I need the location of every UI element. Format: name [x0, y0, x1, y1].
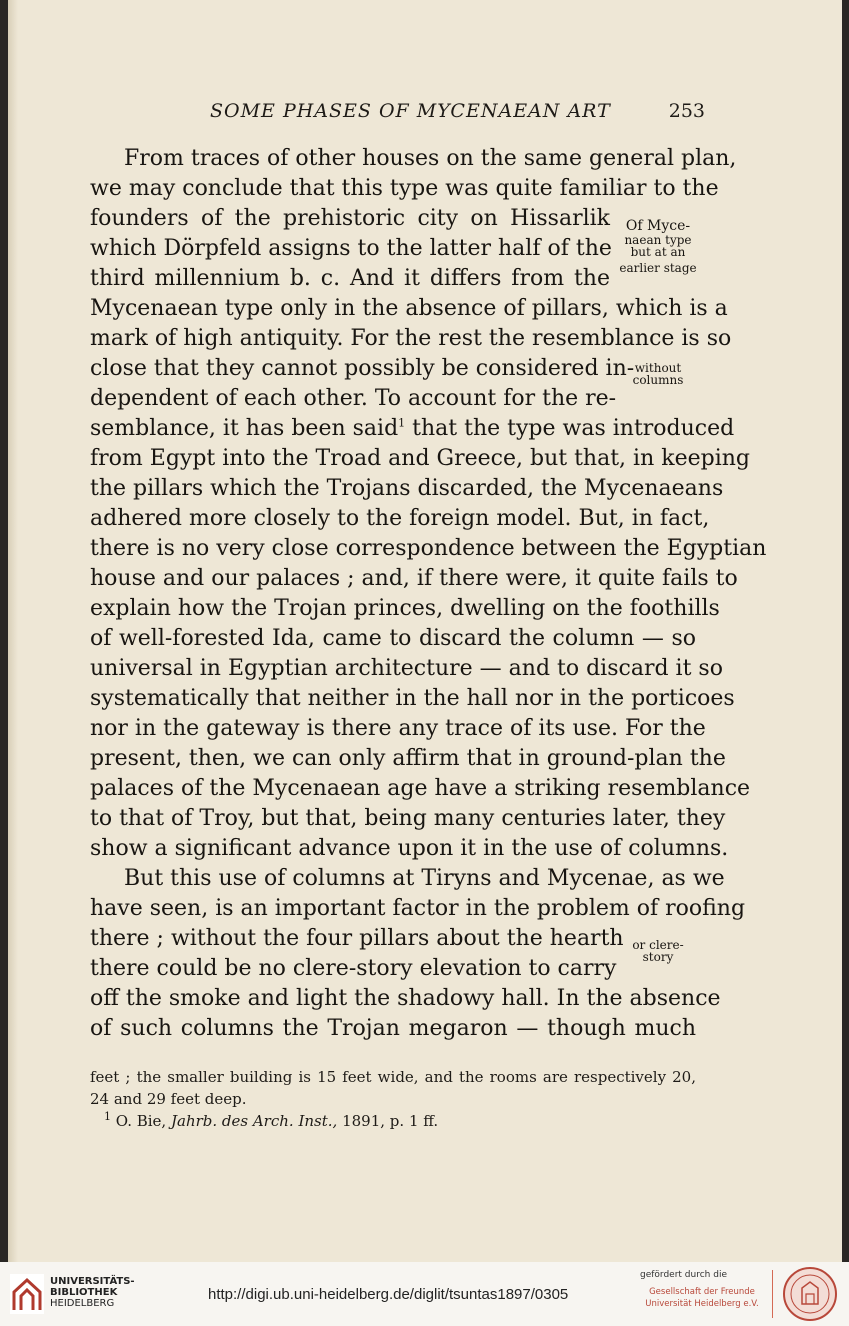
footnote-author: O. Bie, [115, 1112, 167, 1130]
text-line: Mycenaean type only in the absence of pillars, which is a [90, 296, 728, 321]
text-line: from Egypt into the Troad and Greece, but that, in keeping [90, 446, 750, 471]
text-line: there is no very close correspondence between the Egyptian [90, 536, 767, 561]
footnote-reference [104, 1110, 710, 1132]
library-name-line: HEIDELBERG [50, 1298, 115, 1309]
library-name-line: BIBLIOTHEK [50, 1287, 118, 1298]
margin-note-line: without [634, 361, 682, 375]
text-line: the pillars which the Trojans discarded, the Mycenaeans [90, 476, 724, 501]
text-line: to that of Troy, but that, being many centuries later, they [90, 806, 726, 831]
margin-note-line: columns [632, 373, 684, 387]
margin-note-line: story [642, 950, 674, 964]
page-number: 253 [668, 100, 705, 122]
margin-note [606, 362, 710, 386]
text-line: systematically that neither in the hall nor in the porticoes [90, 686, 735, 711]
text-line: close that they cannot possibly be considered in- [90, 356, 635, 381]
sponsor-name-line: Universität Heidelberg e.V. [645, 1299, 759, 1309]
footnote-citation: 1891, p. 1 ff. [342, 1112, 439, 1130]
text-line: have seen, is an important factor in the problem of roofing [90, 896, 746, 921]
text-line-part: semblance, it has been said [90, 416, 399, 441]
text-line: of well-forested Ida, came to discard the column — so [90, 626, 696, 651]
text-line: universal in Egyptian architecture — and to discard it so [90, 656, 723, 681]
text-line-part: that the type was introduced [412, 416, 735, 441]
footer-divider [772, 1270, 773, 1318]
sponsor-name-line: Gesellschaft der Freunde [649, 1287, 755, 1297]
text-line: show a significant advance upon it in the use of columns. [90, 836, 729, 861]
footnote-journal: Jahrb. des Arch. Inst., [170, 1112, 338, 1130]
book-page [8, 0, 842, 1262]
text-line: off the smoke and light the shadowy hall. In the absence [90, 986, 721, 1011]
text-line: adhered more closely to the foreign model. But, in fact, [90, 506, 710, 531]
margin-note-line: or clere- [632, 938, 684, 952]
text-line [90, 414, 735, 444]
text-line: dependent of each other. To account for the re- [90, 386, 617, 411]
text-line: palaces of the Mycenaean age have a striking resemblance [90, 776, 751, 801]
text-line: there ; without the four pillars about the hearth [90, 926, 624, 951]
margin-note [606, 218, 710, 274]
footnote-line: 24 and 29 feet deep. [90, 1090, 247, 1108]
page-header [90, 100, 705, 126]
text-line: mark of high antiquity. For the rest the resemblance is so [90, 326, 732, 351]
text-line: third millennium b. c. And it differs from the [90, 266, 610, 291]
sponsor-name[interactable] [640, 1286, 764, 1310]
text-line: we may conclude that this type was quite familiar to the [90, 176, 719, 201]
margin-note-line: naean type [624, 233, 692, 247]
margin-note-line: Of Myce- [625, 218, 691, 234]
library-logo-icon[interactable] [10, 1274, 44, 1314]
university-seal-icon [782, 1266, 838, 1322]
text-line: there could be no clere-story elevation to carry [90, 956, 617, 981]
footer-bar [0, 1262, 849, 1326]
text-line: of such columns the Trojan megaron — though much [90, 1016, 696, 1041]
library-name-line: UNIVERSITÄTS- [50, 1276, 135, 1287]
text-line: But this use of columns at Tiryns and Mycenae, as we [124, 866, 725, 891]
sponsor-label: gefördert durch die [640, 1270, 727, 1280]
permalink-url[interactable]: http://digi.ub.uni-heidelberg.de/diglit/tsuntas1897/0305 [208, 1286, 569, 1303]
text-line: founders of the prehistoric city on Hissarlik [90, 206, 610, 231]
footnote-line: feet ; the smaller building is 15 feet wide, and the rooms are respectively 20, [90, 1068, 696, 1086]
library-name [50, 1276, 135, 1309]
text-line: From traces of other houses on the same general plan, [124, 146, 737, 171]
text-line: present, then, we can only affirm that in ground-plan the [90, 746, 726, 771]
running-title: SOME PHASES OF MYCENAEAN ART [210, 100, 611, 122]
text-line: explain how the Trojan princes, dwelling on the foothills [90, 596, 720, 621]
text-line: nor in the gateway is there any trace of its use. For the [90, 716, 706, 741]
margin-note-line: but at an [630, 245, 686, 259]
text-line: which Dörpfeld assigns to the latter half of the [90, 236, 612, 261]
margin-note-line: earlier stage [619, 261, 697, 275]
margin-note [606, 939, 710, 963]
footnote-number: 1 [104, 1110, 111, 1123]
footnote-ref-mark: 1 [398, 416, 406, 430]
text-line: house and our palaces ; and, if there were, it quite fails to [90, 566, 738, 591]
